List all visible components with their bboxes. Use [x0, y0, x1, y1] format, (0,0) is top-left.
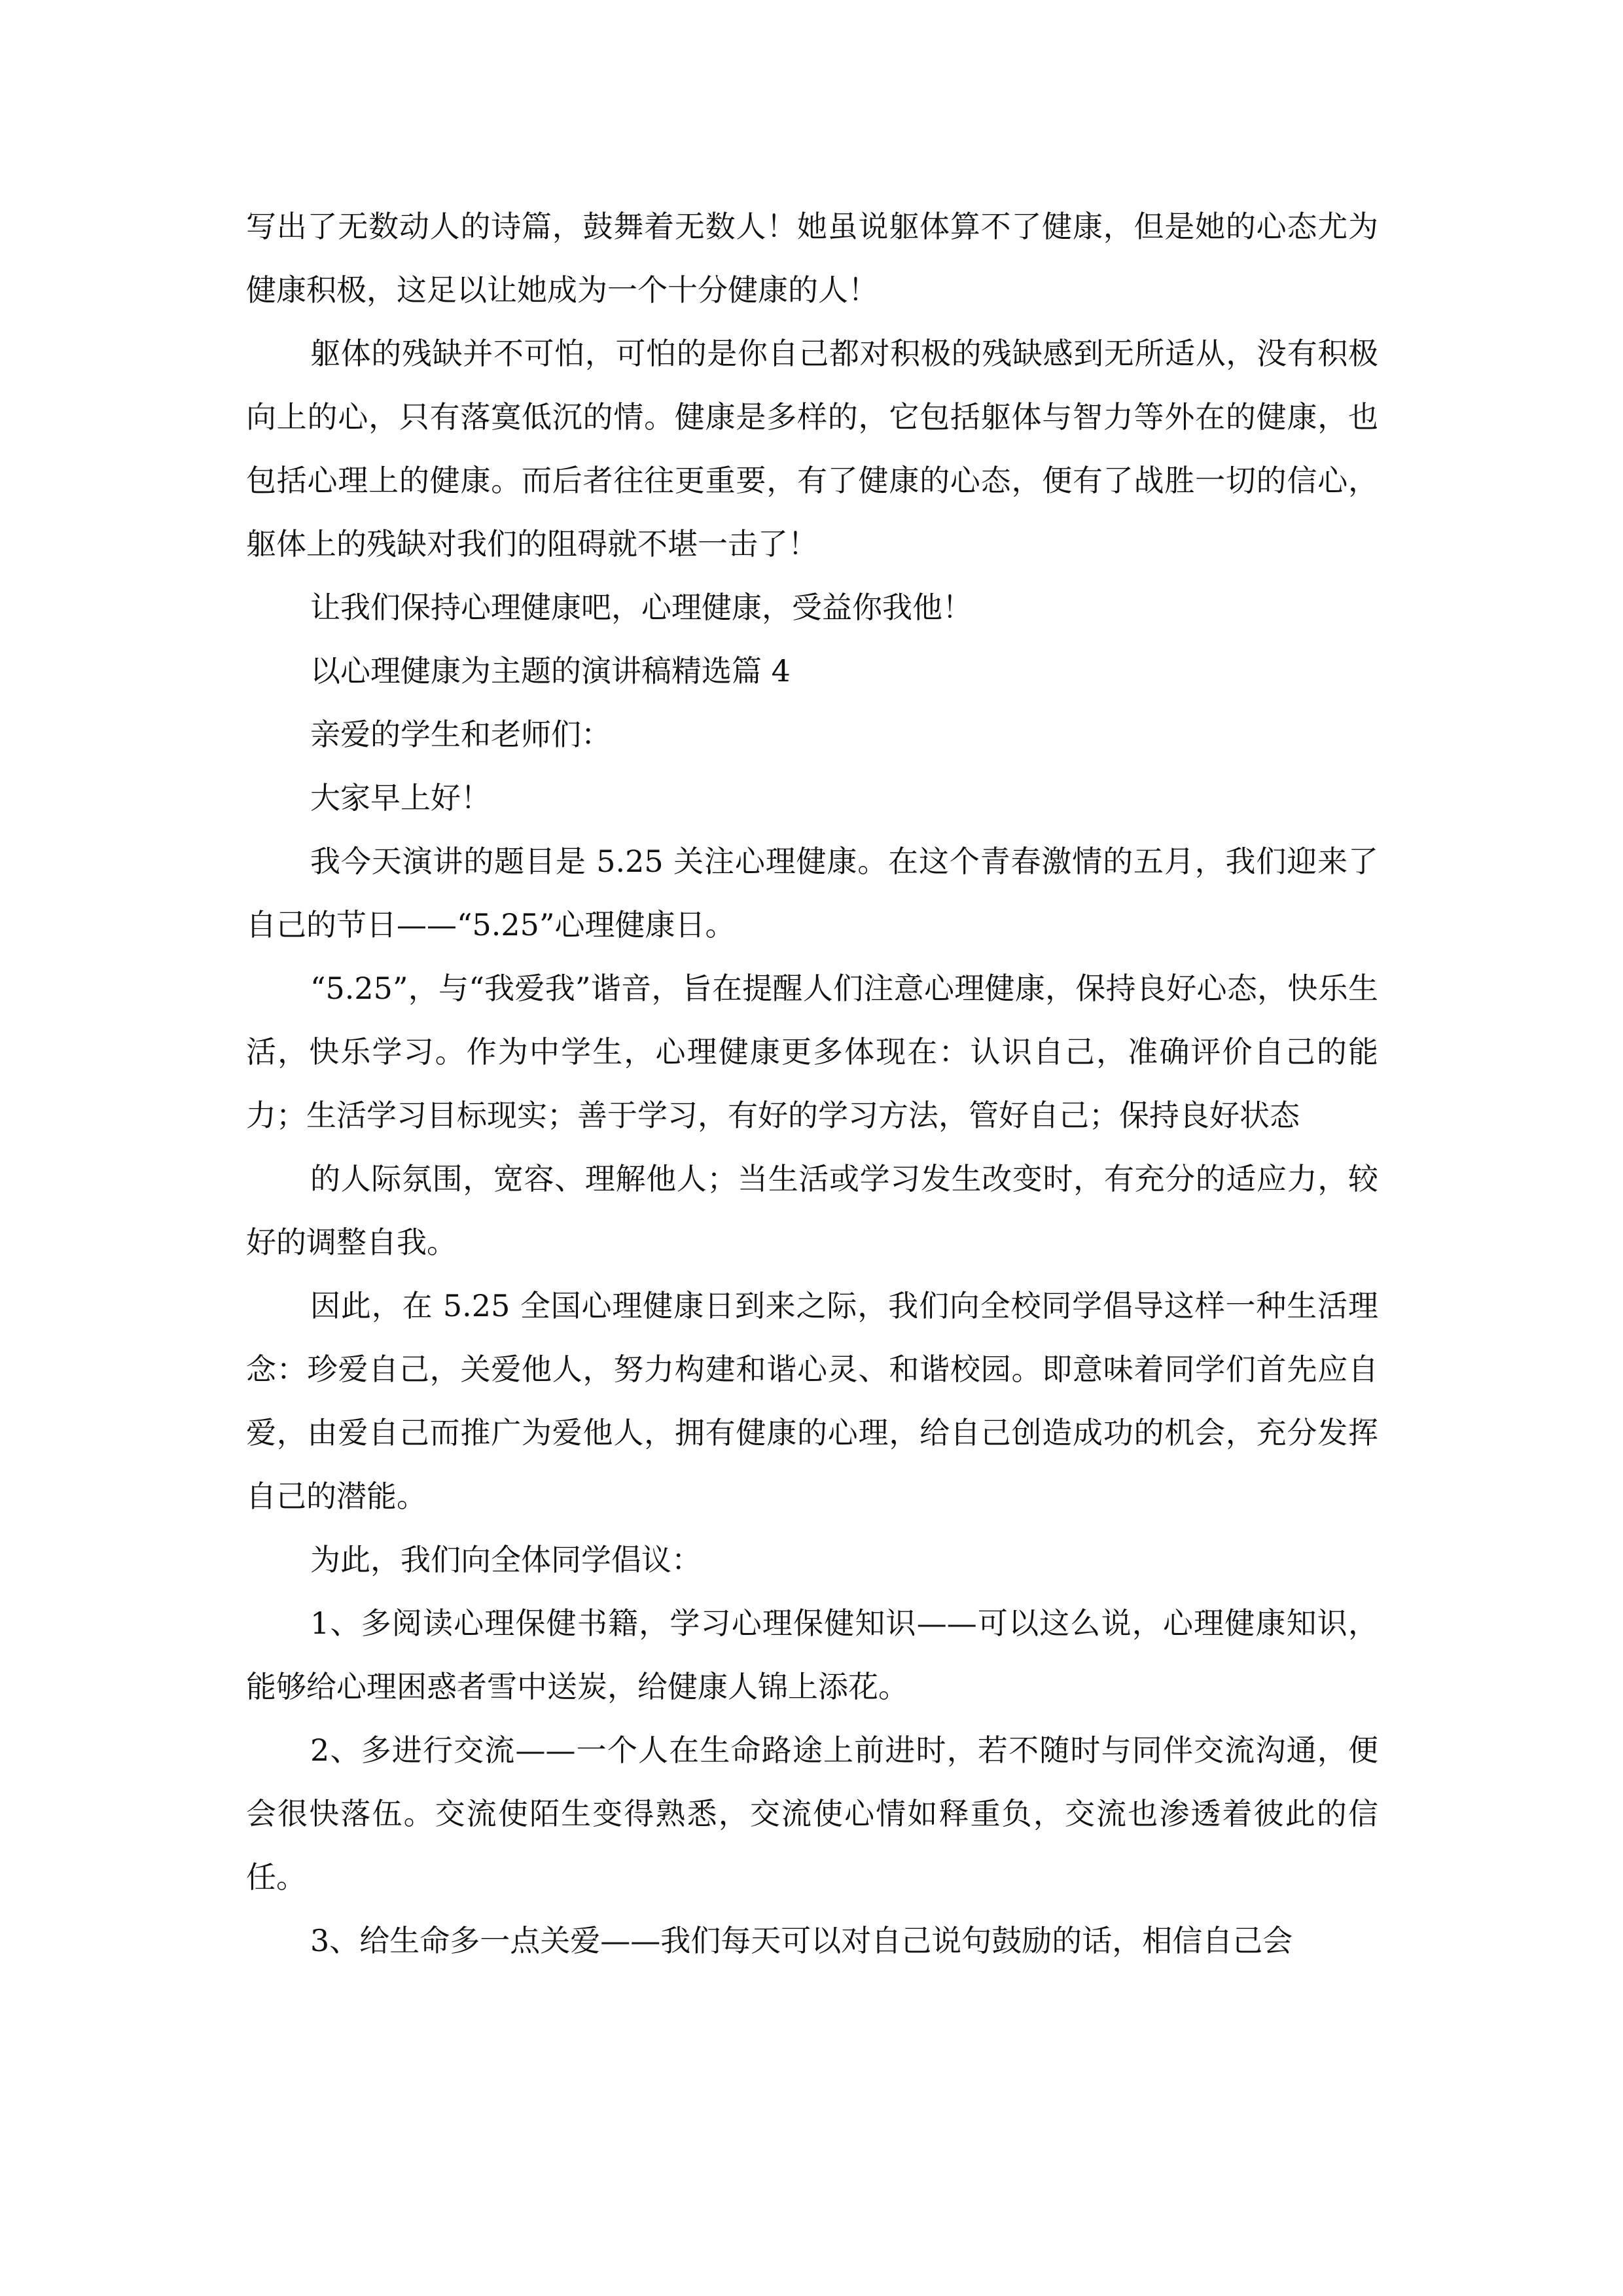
paragraph-1: 写出了无数动人的诗篇，鼓舞着无数人！她虽说躯体算不了健康，但是她的心态尤为健康积极，这足以让她成为一个十分健康的人！: [246, 209, 1378, 308]
paragraph-9: 的人际氛围，宽容、理解他人；当生活或学习发生改变时，有充分的适应力，较好的调整自我。: [246, 1161, 1378, 1260]
paragraph-8: “5.25”，与“我爱我”谐音，旨在提醒人们注意心理健康，保持良好心态，快乐生活，快乐学习。作为中学生，心理健康更多体现在：认识自己，准确评价自己的能力；生活学习目标现实；善于学习，有好的学习方法，管好自己；保持良好状态: [246, 971, 1378, 1133]
paragraph-3: 让我们保持心理健康吧，心理健康，受益你我他！: [310, 590, 972, 625]
paragraph-2: 躯体的残缺并不可怕，可怕的是你自己都对积极的残缺感到无所适从，没有积极向上的心，只有落寞低沉的情。健康是多样的，它包括躯体与智力等外在的健康，也包括心理上的健康。而后者往往更重要，有了健康的心态，便有了战胜一切的信心，躯体上的残缺对我们的阻碍就不堪一击了！: [246, 336, 1378, 562]
paragraph-11: 为此，我们向全体同学倡议：: [310, 1542, 702, 1577]
paragraph-7: 我今天演讲的题目是 5.25 关注心理健康。在这个青春激情的五月，我们迎来了自己的节日——“5.25”心理健康日。: [246, 844, 1378, 942]
greeting: 大家早上好！: [310, 780, 491, 816]
list-item-3: 3、给生命多一点关爱——我们每天可以对自己说句鼓励的话，相信自己会: [310, 1923, 1293, 1958]
document-body: [246, 195, 1378, 1973]
paragraph-10: 因此，在 5.25 全国心理健康日到来之际，我们向全校同学倡导这样一种生活理念：珍爱自己，关爱他人，努力构建和谐心灵、和谐校园。即意味着同学们首先应自爱，由爱自己而推广为爱他人，拥有健康的心理，给自己创造成功的机会，充分发挥自己的潜能。: [246, 1288, 1378, 1514]
salutation: 亲爱的学生和老师们：: [310, 717, 611, 752]
section-heading: 以心理健康为主题的演讲稿精选篇 4: [310, 653, 791, 689]
list-item-1: 1、多阅读心理保健书籍，学习心理保健知识——可以这么说，心理健康知识，能够给心理困惑者雪中送炭，给健康人锦上添花。: [246, 1605, 1378, 1704]
list-item-2: 2、多进行交流——一个人在生命路途上前进时，若不随时与同伴交流沟通，便会很快落伍。交流使陌生变得熟悉，交流使心情如释重负，交流也渗透着彼此的信任。: [246, 1732, 1378, 1895]
